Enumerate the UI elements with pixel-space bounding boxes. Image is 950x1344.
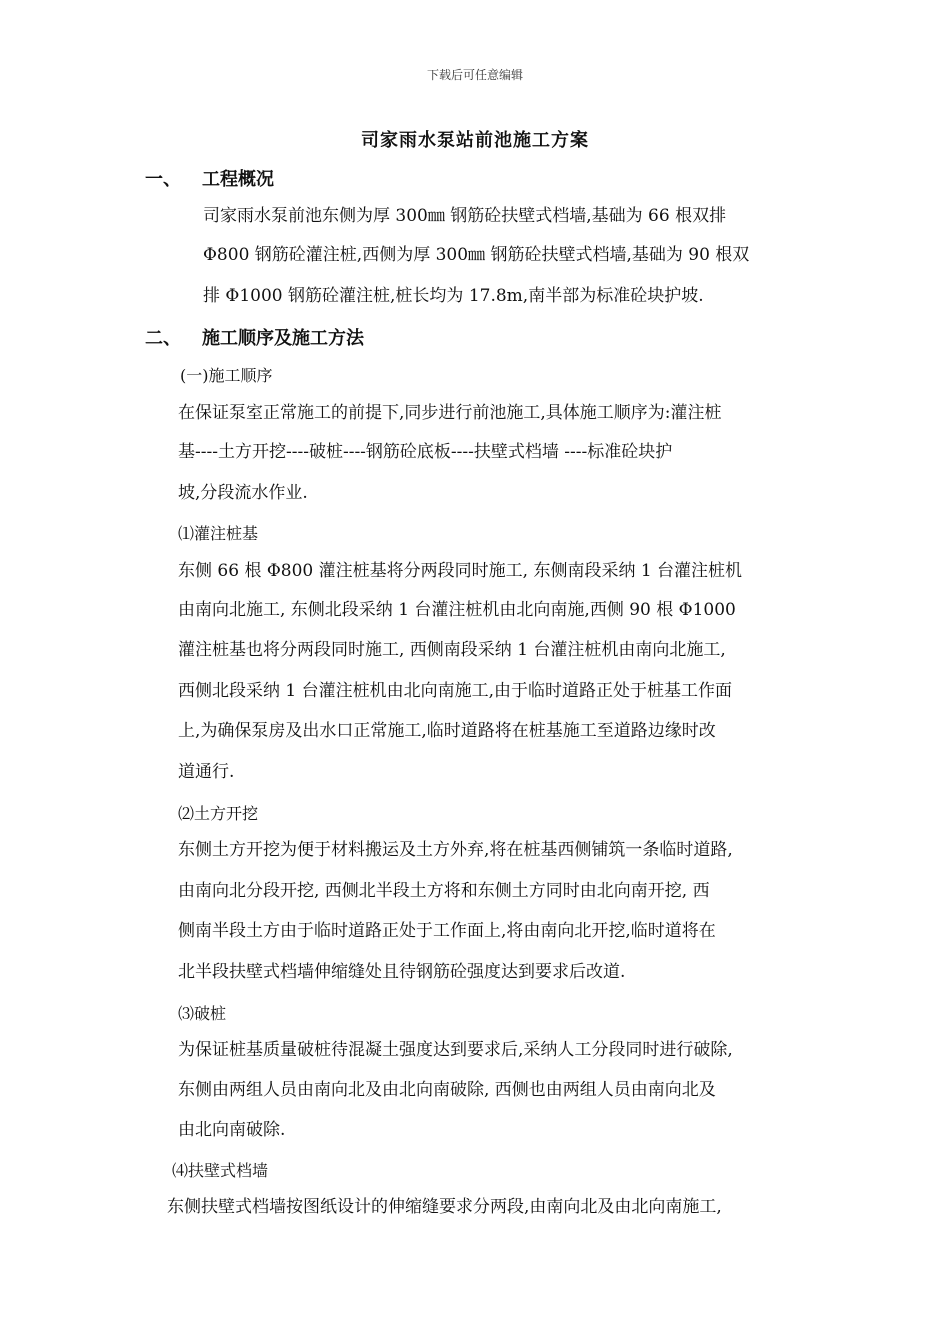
- paragraph-line: 东侧由两组人员由南向北及由北向南破除, 西侧也由两组人员由南向北及: [178, 1080, 716, 1100]
- paragraph-line: 北半段扶壁式档墙伸缩缝处且待钢筋砼强度达到要求后改道.: [178, 962, 626, 982]
- paragraph-line: 为保证桩基质量破桩待混凝土强度达到要求后,采纳人工分段同时进行破除,: [178, 1040, 733, 1060]
- paragraph-line: 东侧 66 根 Φ800 灌注桩基将分两段同时施工, 东侧南段采纳 1 台灌注桩机: [178, 561, 743, 581]
- document-title: 司家雨水泵站前池施工方案: [361, 130, 589, 151]
- paragraph-line: 道通行.: [178, 762, 235, 782]
- paragraph-line: 基----土方开挖----破桩----钢筋砼底板----扶壁式档墙 ----标准砼块护: [178, 442, 673, 462]
- header-note: 下载后可任意编辑: [426, 68, 523, 82]
- section-heading-1: [145, 165, 445, 189]
- section-title: 工程概况: [202, 169, 274, 190]
- subsection-title: (一)施工顺序: [180, 366, 273, 385]
- paragraph-line: 由南向北分段开挖, 西侧北半段土方将和东侧土方同时由北向南开挖, 西: [178, 881, 710, 901]
- item-title: ⑷扶壁式档墙: [172, 1161, 269, 1180]
- paragraph-line: 西侧北段采纳 1 台灌注桩机由北向南施工,由于临时道路正处于桩基工作面: [178, 681, 733, 701]
- paragraph-line: 排 Φ1000 钢筋砼灌注桩,桩长均为 17.8m,南半部为标准砼块护坡.: [203, 286, 704, 306]
- paragraph-line: 灌注桩基也将分两段同时施工, 西侧南段采纳 1 台灌注桩机由南向北施工,: [178, 640, 726, 660]
- paragraph-line: 司家雨水泵前池东侧为厚 300㎜ 钢筋砼扶壁式档墙,基础为 66 根双排: [203, 206, 727, 226]
- section-number: 一、: [145, 169, 181, 190]
- paragraph-line: 由南向北施工, 东侧北段采纳 1 台灌注桩机由北向南施,西侧 90 根 Φ1000: [178, 600, 736, 620]
- paragraph-line: 东侧土方开挖为便于材料搬运及土方外弃,将在桩基西侧铺筑一条临时道路,: [178, 840, 733, 860]
- item-title: ⑴灌注桩基: [178, 524, 259, 543]
- item-title: ⑶破桩: [178, 1004, 227, 1023]
- paragraph-line: 侧南半段土方由于临时道路正处于工作面上,将由南向北开挖,临时道将在: [178, 921, 716, 941]
- paragraph-line: 坡,分段流水作业.: [178, 483, 308, 503]
- paragraph-line: 在保证泵室正常施工的前提下,同步进行前池施工,具体施工顺序为:灌注桩: [178, 403, 722, 423]
- section-number: 二、: [145, 328, 181, 349]
- paragraph-line: Φ800 钢筋砼灌注桩,西侧为厚 300㎜ 钢筋砼扶壁式档墙,基础为 90 根双: [203, 245, 750, 265]
- paragraph-line: 由北向南破除.: [178, 1120, 286, 1140]
- section-heading-2: [145, 324, 545, 348]
- section-title: 施工顺序及施工方法: [202, 328, 364, 349]
- paragraph-line: 上,为确保泵房及出水口正常施工,临时道路将在桩基施工至道路边缘时改: [178, 721, 716, 741]
- paragraph-line: 东侧扶壁式档墙按图纸设计的伸缩缝要求分两段,由南向北及由北向南施工,: [167, 1197, 722, 1217]
- item-title: ⑵土方开挖: [178, 804, 259, 823]
